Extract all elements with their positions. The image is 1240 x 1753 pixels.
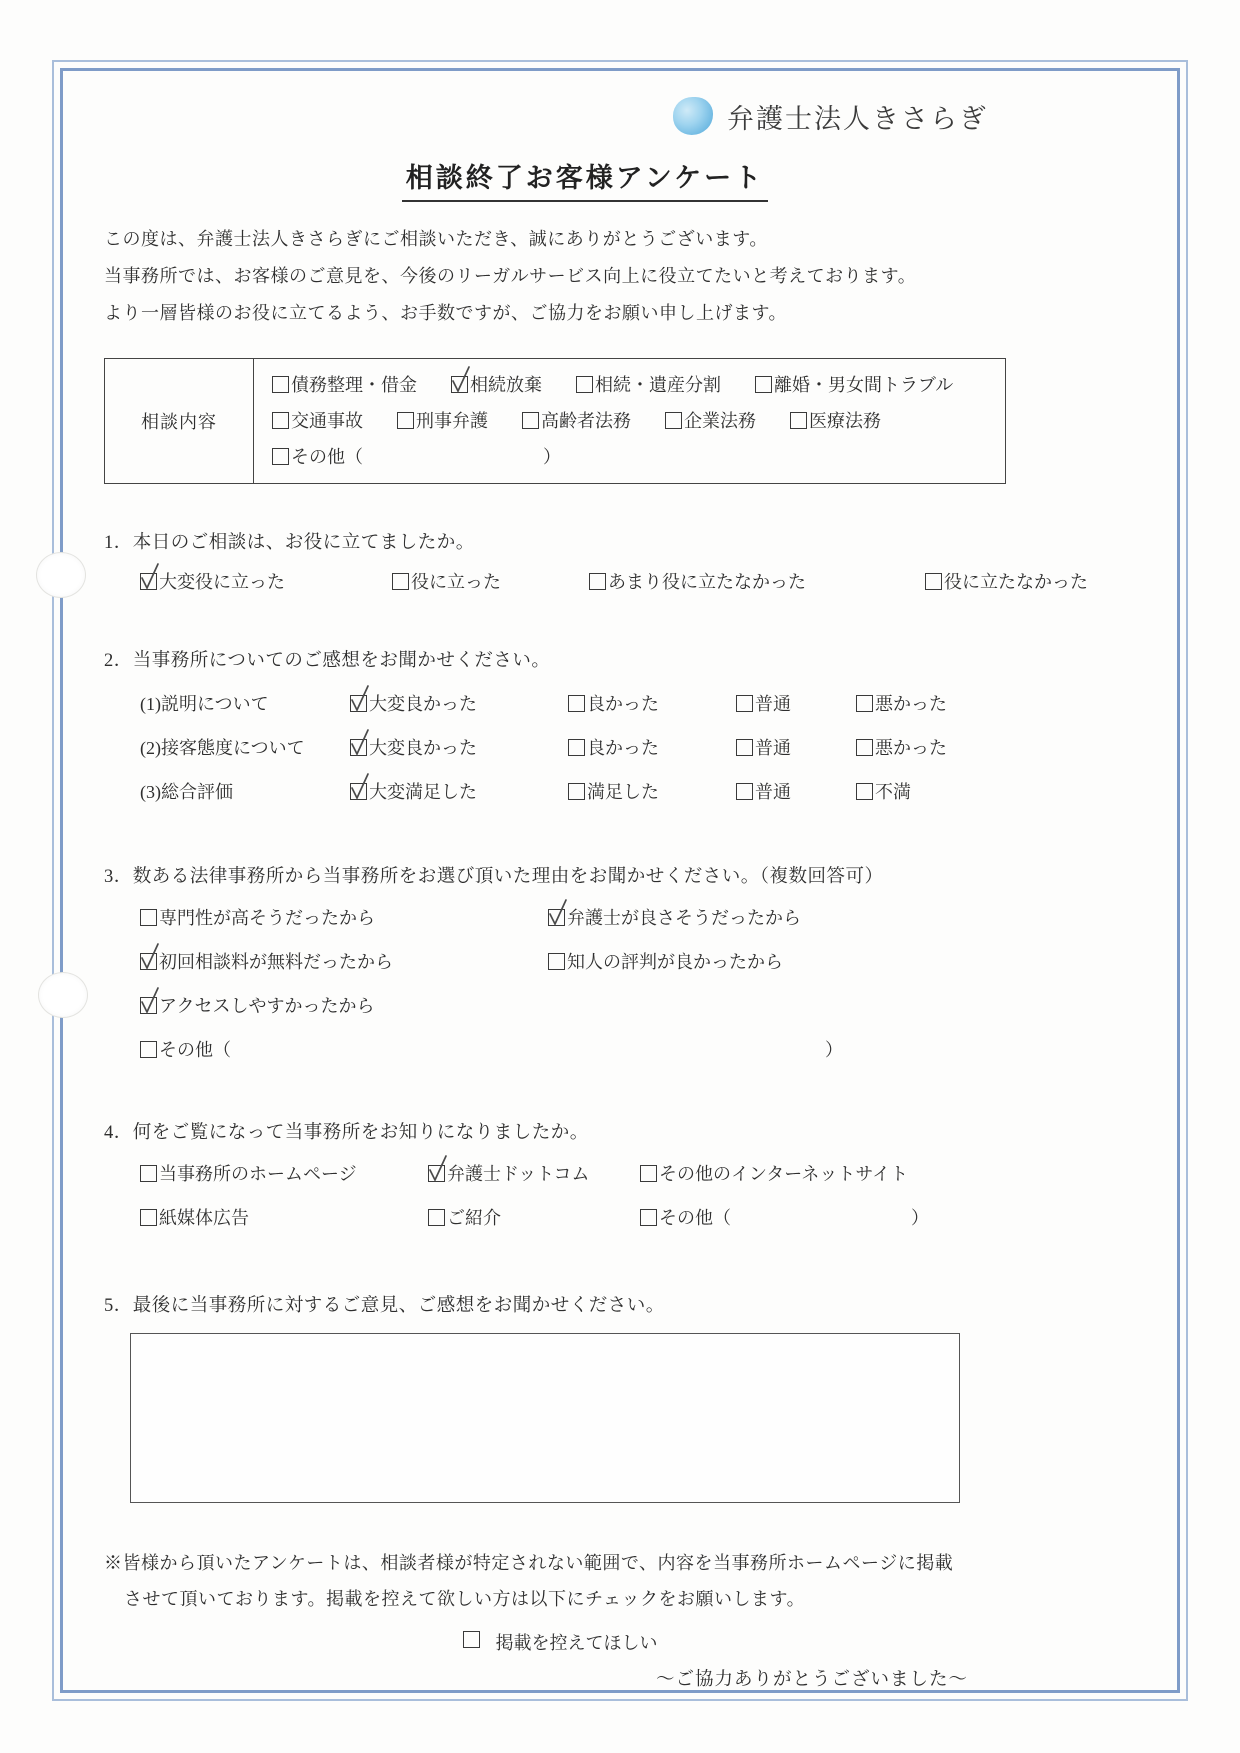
handwritten-check-icon [348, 771, 372, 802]
checkbox[interactable] [736, 739, 753, 756]
checkbox-option [665, 403, 756, 439]
checkbox[interactable] [451, 376, 468, 393]
topic-row [272, 367, 1001, 403]
checkbox-label: 高齢者法務 [541, 410, 631, 431]
intro-line: 当事務所では、お客様のご意見を、今後のリーガルサービス向上に役立てたいと考えております。 [104, 265, 917, 286]
checkbox-label: 専門性が高そうだったから [159, 907, 375, 928]
checkbox[interactable] [522, 412, 539, 429]
handwritten-check-icon [138, 561, 162, 592]
comments-box[interactable] [130, 1333, 960, 1503]
checkbox[interactable] [350, 739, 367, 756]
question-4-heading: 4．何をご覧になって当事務所をお知りになりましたか。 [104, 1123, 589, 1144]
checkbox-option [736, 682, 856, 726]
checkbox-option [640, 1196, 929, 1240]
checkbox[interactable] [736, 783, 753, 800]
checkbox-option [272, 439, 561, 475]
checkbox[interactable] [272, 376, 289, 393]
checkbox-option [548, 940, 783, 984]
checkbox-label: 悪かった [875, 737, 947, 758]
checkbox-label: 医療法務 [809, 410, 881, 431]
checkbox-option [392, 568, 589, 594]
checkbox-option [856, 682, 947, 726]
question-2 [104, 646, 1136, 814]
checkbox-option [856, 770, 911, 814]
checkbox-label: 当事務所のホームページ [159, 1164, 357, 1185]
checkbox[interactable] [272, 448, 289, 465]
checkbox[interactable] [576, 376, 593, 393]
firm-name: 弁護士法人きさらぎ [727, 103, 988, 134]
topic-options-cell [254, 359, 1005, 483]
checkbox-option [397, 403, 488, 439]
checkbox[interactable] [140, 1209, 157, 1226]
optout-checkbox[interactable] [463, 1631, 480, 1648]
checkbox[interactable] [272, 412, 289, 429]
intro-line: より一層皆様のお役に立てるよう、お手数ですが、ご協力をお願い申し上げます。 [104, 302, 788, 323]
hole-punch [36, 552, 86, 598]
source-row [140, 1152, 1136, 1196]
checkbox[interactable] [856, 695, 873, 712]
checkbox[interactable] [140, 909, 157, 926]
question-1-heading: 1．本日のご相談は、お役に立てましたか。 [104, 532, 475, 553]
handwritten-check-icon [426, 1153, 450, 1184]
reason-row [140, 984, 1136, 1028]
intro-line: この度は、弁護士法人きさらぎにご相談いただき、誠にありがとうございます。 [104, 229, 768, 249]
checkbox-label: 紙媒体広告 [159, 1208, 249, 1229]
handwritten-check-icon [138, 985, 162, 1016]
optout-label: 掲載を控えてほしい [495, 1632, 658, 1653]
rating-row-label: (3)総合評価 [140, 781, 233, 802]
checkbox-option [856, 726, 947, 770]
checkbox-option [925, 568, 1088, 594]
question-4 [104, 1118, 1136, 1240]
hole-punch [38, 972, 88, 1018]
checkbox-option [576, 367, 721, 403]
checkbox-option [790, 403, 881, 439]
checkbox-option [548, 896, 801, 940]
checkbox-label: 普通 [755, 737, 791, 758]
checkbox-label: 債務整理・借金 [291, 374, 417, 395]
handwritten-check-icon [546, 897, 570, 928]
checkbox-label: 大変満足した [369, 781, 477, 802]
checkbox-label: アクセスしやすかったから [159, 996, 375, 1017]
checkbox-option [350, 770, 568, 814]
checkbox-label: 役に立たなかった [944, 571, 1088, 592]
checkbox-option [272, 367, 417, 403]
checkbox-option [140, 940, 548, 984]
checkbox-option [140, 1196, 428, 1240]
checkbox[interactable] [350, 695, 367, 712]
footer-note-line: させて頂いております。掲載を控えて欲しい方は以下にチェックをお願いします。 [124, 1588, 806, 1609]
checkbox-label: ご紹介 [447, 1208, 501, 1229]
handwritten-check-icon [449, 364, 473, 395]
checkbox-label: 普通 [755, 693, 791, 714]
checkbox[interactable] [856, 739, 873, 756]
rating-row-label: (2)接客態度について [140, 737, 305, 758]
checkbox-label: 大変役に立った [159, 571, 285, 592]
checkbox-option [272, 403, 363, 439]
intro-paragraph [104, 221, 1136, 332]
topic-row [272, 403, 1001, 439]
checkbox[interactable] [755, 376, 772, 393]
checkbox[interactable] [925, 573, 942, 590]
checkbox[interactable] [589, 573, 606, 590]
reason-row [140, 940, 1136, 984]
checkbox-label: 初回相談料が無料だったから [159, 952, 393, 973]
question-4-rows [140, 1152, 1136, 1240]
checkbox-option [451, 367, 542, 403]
checkbox-option [140, 1028, 843, 1072]
checkbox-option [522, 403, 631, 439]
rating-row [140, 770, 1136, 814]
checkbox-option [736, 770, 856, 814]
checkbox-option [350, 682, 568, 726]
reason-row [140, 896, 1136, 940]
checkbox-option [568, 770, 736, 814]
checkbox-label: 弁護士が良さそうだったから [567, 907, 801, 928]
question-2-rows [140, 682, 1136, 814]
checkbox-label: その他（ ） [659, 1208, 929, 1229]
rating-row [140, 726, 1136, 770]
checkbox-option [428, 1196, 640, 1240]
checkbox[interactable] [790, 412, 807, 429]
checkbox-option [589, 568, 925, 594]
checkbox-label: 良かった [587, 737, 659, 758]
checkbox[interactable] [140, 953, 157, 970]
topic-row [272, 439, 1001, 475]
checkbox[interactable] [640, 1209, 657, 1226]
checkbox-label: 大変良かった [369, 693, 477, 714]
checkbox[interactable] [428, 1209, 445, 1226]
question-1 [104, 528, 1136, 594]
source-row [140, 1196, 1136, 1240]
checkbox[interactable] [548, 953, 565, 970]
question-3-rows [140, 896, 1136, 1072]
table-header-cell: 相談内容 [105, 359, 254, 483]
checkbox-label: 不満 [875, 781, 911, 802]
checkbox[interactable] [140, 1041, 157, 1058]
rating-row-label: (1)説明について [140, 693, 269, 714]
checkbox-label: 企業法務 [684, 410, 756, 431]
checkbox-label: 知人の評判が良かったから [567, 952, 783, 973]
checkbox[interactable] [568, 783, 585, 800]
checkbox-label: 満足した [587, 781, 659, 802]
checkbox-option [140, 568, 392, 594]
checkbox-option [140, 896, 548, 940]
checkbox-label: 相続・遺産分割 [595, 374, 721, 395]
checkbox-option [755, 367, 953, 403]
checkbox[interactable] [736, 695, 753, 712]
checkbox-option [736, 726, 856, 770]
question-5 [104, 1291, 1136, 1503]
checkbox-option [140, 1152, 428, 1196]
reason-row [140, 1028, 1136, 1072]
checkbox-option [568, 726, 736, 770]
checkbox-label: 離婚・男女間トラブル [774, 374, 954, 395]
checkbox-option [140, 984, 374, 1028]
logo-blob-icon [673, 97, 713, 135]
checkbox-option [568, 682, 736, 726]
checkbox-label: その他（ ） [291, 446, 561, 467]
closing-thanks: ～ご協力ありがとうございました～ [655, 1669, 968, 1690]
page-content [104, 92, 1136, 1691]
footer-note [104, 1545, 1136, 1617]
checkbox-label: その他（ ） [159, 1040, 843, 1061]
checkbox-label: 良かった [587, 693, 659, 714]
page-title [104, 156, 1066, 195]
checkbox-label: 大変良かった [369, 737, 477, 758]
checkbox-label: 弁護士ドットコム [447, 1164, 590, 1185]
question-3 [104, 862, 1136, 1072]
question-1-options [140, 568, 1136, 594]
handwritten-check-icon [348, 683, 372, 714]
handwritten-check-icon [138, 941, 162, 972]
checkbox[interactable] [392, 573, 409, 590]
checkbox-option [640, 1152, 908, 1196]
checkbox[interactable] [140, 1165, 157, 1182]
firm-logo [104, 92, 988, 140]
page-title-text: 相談終了お客様アンケート [402, 163, 768, 202]
checkbox-label: その他のインターネットサイト [659, 1164, 909, 1185]
checkbox-label: 悪かった [875, 693, 947, 714]
checkbox-label: 普通 [755, 781, 791, 802]
checkbox-option [428, 1152, 640, 1196]
rating-row [140, 682, 1136, 726]
question-5-heading: 5．最後に当事務所に対するご意見、ご感想をお聞かせください。 [104, 1295, 665, 1316]
checkbox[interactable] [856, 783, 873, 800]
question-3-heading: 3．数ある法律事務所から当事務所をお選び頂いた理由をお聞かせください。（複数回答可） [104, 866, 884, 887]
checkbox-label: あまり役に立たなかった [608, 571, 806, 592]
checkbox[interactable] [140, 997, 157, 1014]
checkbox-option [350, 726, 568, 770]
checkbox[interactable] [640, 1165, 657, 1182]
footer-note-line: ※皆様から頂いたアンケートは、相談者様が特定されない範囲で、内容を当事務所ホームページに掲載 [104, 1552, 954, 1573]
question-2-heading: 2．当事務所についてのご感想をお聞かせください。 [104, 650, 551, 671]
checkbox[interactable] [140, 573, 157, 590]
handwritten-check-icon [348, 727, 372, 758]
checkbox[interactable] [665, 412, 682, 429]
checkbox-label: 役に立った [411, 571, 501, 592]
checkbox[interactable] [568, 695, 585, 712]
checkbox[interactable] [350, 783, 367, 800]
checkbox[interactable] [548, 909, 565, 926]
consultation-topic-table [104, 358, 1006, 484]
checkbox-label: 交通事故 [291, 410, 363, 431]
checkbox[interactable] [568, 739, 585, 756]
checkbox-label: 相続放棄 [470, 374, 542, 395]
checkbox[interactable] [397, 412, 414, 429]
checkbox-label: 刑事弁護 [416, 410, 488, 431]
checkbox[interactable] [428, 1165, 445, 1182]
optout-option [104, 1629, 1016, 1655]
